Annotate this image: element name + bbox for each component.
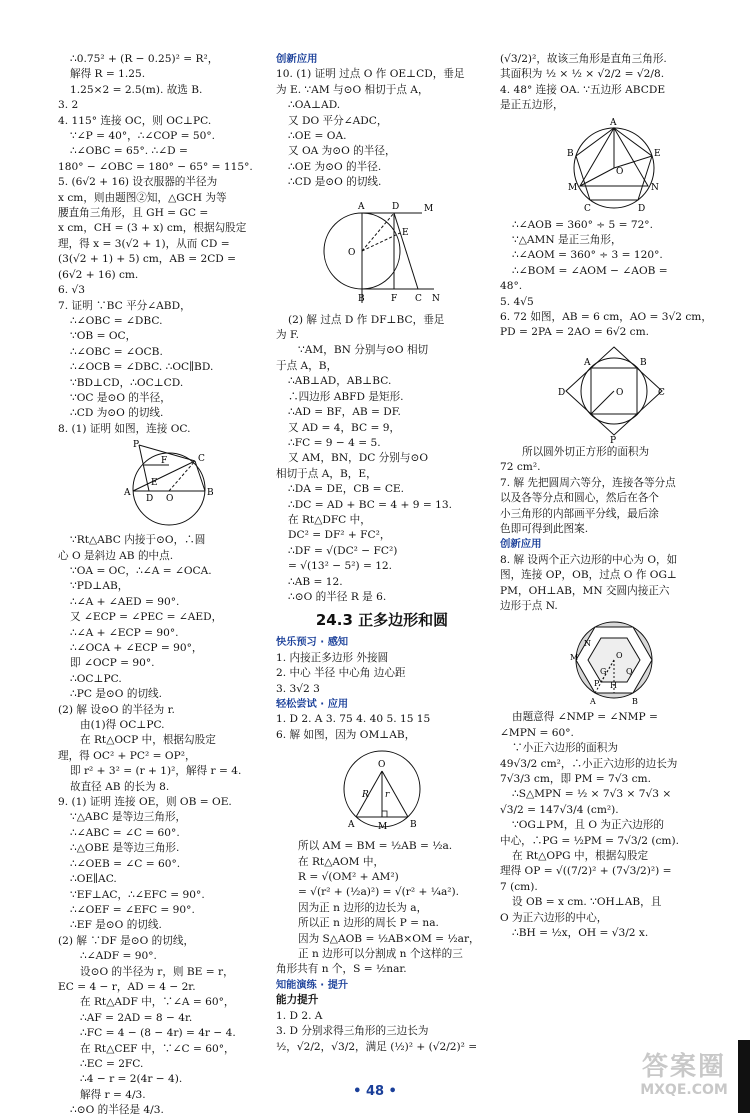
- text-line: ∵OA = OC，∴∠A = ∠OCA.: [70, 564, 212, 577]
- text-line: (6√2 + 16) cm.: [58, 268, 139, 281]
- text-line: (2) 解 设⊙O 的半径为 r.: [58, 703, 175, 716]
- text-line: 理得 OP = √((7/2)² + (7√3/2)²) =: [500, 865, 672, 878]
- text-line: ∵Rt△ABC 内接于⊙O，∴圆: [70, 534, 206, 547]
- text-line: ∴FC = 4 − (8 − 4r) = 4r − 4.: [80, 1027, 236, 1040]
- text-line: ∵△AMN 是正三角形，: [512, 234, 622, 247]
- label-c: C: [198, 454, 205, 465]
- text-line: 8. 解 设两个正六边形的中心为 O，如: [500, 553, 678, 566]
- text-line: 即 ∠OCP = 90°.: [70, 657, 155, 670]
- text-line: ∵OB = OC，: [70, 330, 137, 343]
- text-line: ∴AD = BF，AB = DF.: [288, 406, 401, 419]
- text-line: ∴∠BOM = ∠AOM − ∠AOB =: [512, 264, 668, 277]
- label-b: B: [567, 148, 574, 159]
- text-line: 4. 48° 连接 OA. ∵五边形 ABCDE: [500, 83, 666, 96]
- column-3: [500, 52, 728, 941]
- text-line: 心 O 是斜边 AB 的中点.: [58, 549, 174, 562]
- label-d: D: [392, 201, 400, 212]
- figure-8-circle-triangle: [109, 439, 219, 531]
- text-line: ∴⊙O 的半径 R 是 6.: [288, 590, 387, 603]
- label-b: B: [410, 820, 417, 831]
- text-line: EC = 4 − r，AD = 4 − 2r.: [58, 980, 196, 993]
- text-line: 又 OA 为⊙O 的半径，: [288, 145, 396, 158]
- label-a: A: [358, 201, 365, 212]
- text-line: ∴DF = √(DC² − FC²): [288, 544, 398, 557]
- label-m: M: [570, 653, 579, 663]
- text-line: ∠MPN = 60°.: [500, 726, 574, 739]
- text-line: ∴AF = 2AD = 8 − 4r.: [80, 1011, 193, 1024]
- text-line: 中心，∴PG = ½PM = 7√3/2 (cm).: [500, 834, 679, 847]
- label-g: G: [600, 667, 607, 677]
- text-line: 为 E. ∵AM 与⊙O 相切于点 A，: [276, 83, 429, 96]
- label-n: N: [432, 293, 440, 304]
- text-line: 49√3/2 cm²，∴小正六边形的边长为: [500, 757, 678, 770]
- subsection-ability: 能力提升: [276, 994, 319, 1007]
- text-line: 3. 3√2 3: [276, 682, 320, 695]
- text-line: 设⊙O 的半径为 r，则 BE = r，: [80, 965, 234, 978]
- section-innovation: 创新应用: [276, 53, 318, 65]
- page-number: • 48 •: [353, 1084, 397, 1099]
- text-line: 9. (1) 证明 连接 OE，则 OB = OE.: [58, 796, 232, 809]
- text-line: 图，连接 OP，OB，过点 O 作 OG⊥: [500, 569, 677, 582]
- label-c: C: [415, 293, 422, 304]
- text-line: 理，得 OC² + PC² = OP²，: [58, 749, 196, 762]
- text-line: ∵AM，BN 分别与⊙O 相切: [298, 344, 429, 357]
- text-line: ∴∠OEB = ∠C = 60°.: [70, 857, 181, 870]
- text-line: 在 Rt△ADF 中，∵∠A = 60°，: [80, 996, 235, 1009]
- text-line: ∴∠AOB = 360° ÷ 5 = 72°.: [512, 218, 653, 231]
- text-line: 理，得 x = 3(√2 + 1)，从而 CD =: [58, 237, 230, 250]
- text-line: √3/2 = 147√3/4 (cm²).: [500, 803, 619, 816]
- label-e: E: [402, 227, 409, 238]
- text-line: 7√3/3 cm，即 PM = 7√3 cm.: [500, 772, 651, 785]
- text-line: ∴OE 为⊙O 的半径.: [288, 160, 382, 173]
- text-line: ∴∠OCB = ∠DBC. ∴OC∥BD.: [70, 361, 214, 374]
- text-line: 由题意得 ∠NMP = ∠NMP =: [512, 711, 658, 724]
- text-line: 由(1)得 OC⊥PC.: [80, 719, 165, 732]
- text-line: ½，√2/2，√3/2，满足 (½)² + (√2/2)² =: [276, 1040, 478, 1053]
- text-line: 所以 AM = BM = ½AB = ½a.: [298, 840, 453, 853]
- text-line: 7 (cm).: [500, 880, 538, 893]
- text-line: ∵OC 是⊙O 的半径，: [70, 391, 171, 404]
- text-line: 于点 A，B，: [276, 359, 338, 372]
- section-quick-preview: 快乐预习 · 感知: [276, 637, 349, 649]
- text-line: PM，OH⊥AB，MN 交圆内接正六: [500, 584, 670, 597]
- text-line: ∴PC 是⊙O 的切线.: [70, 688, 163, 701]
- label-m: M: [378, 822, 388, 833]
- label-a: A: [124, 488, 131, 499]
- text-line: ∴OE∥AC.: [70, 873, 117, 886]
- chapter-title: 24.3 正多边形和圆: [315, 611, 449, 630]
- text-line: 180° − ∠OBC = 180° − 65° = 115°.: [58, 160, 253, 173]
- watermark-bottom: MXQE.COM: [640, 1082, 728, 1098]
- figure-4-pentagon: [554, 116, 674, 216]
- section-innovation-2: 创新应用: [500, 538, 542, 551]
- watermark: [628, 1052, 740, 1108]
- text-line: (2) 解 过点 D 作 DF⊥BC，垂足: [288, 313, 445, 326]
- text-line: ∴∠ADF = 90°.: [80, 950, 157, 963]
- text-line: 即 r² + 3² = (r + 1)²，解得 r = 4.: [70, 765, 242, 778]
- text-line: 又 DO 平分∠ADC，: [288, 114, 388, 127]
- label-b: B: [640, 357, 647, 368]
- text-line: 8. (1) 证明 如图，连接 OC.: [58, 422, 191, 435]
- text-line: = √(13² − 5²) = 12.: [288, 560, 393, 573]
- text-line: ∵EF⊥AC，∴∠EFC = 90°.: [70, 888, 205, 901]
- text-line: x cm，则由题图②知，△GCH 为等: [58, 191, 227, 204]
- text-line: ∴FC = 9 − 4 = 5.: [288, 436, 381, 449]
- text-line: 设 OB = x cm. ∵OH⊥AB，且: [512, 896, 662, 909]
- label-c: C: [584, 203, 591, 214]
- text-line: ∴S△MPN = ½ × 7√3 × 7√3 ×: [512, 788, 672, 801]
- label-m: M: [424, 203, 434, 214]
- label-o: O: [166, 494, 174, 505]
- label-b: B: [358, 293, 365, 304]
- text-line: (√3/2)²，故该三角形是直角三角形.: [500, 53, 667, 65]
- section-easy-try: 轻松尝试 · 应用: [276, 699, 349, 710]
- text-line: ∴⊙O 的半径是 4/3.: [70, 1104, 164, 1117]
- text-line: 7. 证明 ∵BC 平分∠ABD，: [58, 299, 191, 312]
- text-line: ∴∠OCA + ∠ECP = 90°，: [70, 642, 203, 654]
- text-line: 因为正 n 边形的边长为 a，: [298, 901, 428, 914]
- text-line: ∴△OBE 是等边三角形.: [70, 842, 180, 855]
- figure-6-regular-polygon: [332, 745, 432, 837]
- label-h: H: [610, 681, 617, 691]
- text-line: ∴EC = 2FC.: [80, 1057, 144, 1070]
- text-line: 1. D 2. A 3. 75 4. 40 5. 15 15: [276, 713, 431, 726]
- text-line: 相切于点 A，B，E，: [276, 467, 377, 480]
- column-1: [58, 52, 270, 1119]
- text-line: ∵△ABC 是等边三角形，: [70, 811, 187, 824]
- text-line: 3. 2: [58, 99, 79, 112]
- text-line: 因为 S△AOB = ½AB×OM = ½ar，: [298, 932, 480, 945]
- text-line: 在 Rt△OCP 中，根据勾股定: [80, 734, 216, 747]
- label-p: P: [133, 440, 140, 451]
- text-line: ∴∠A + ∠ECP = 90°.: [70, 626, 179, 639]
- label-b: B: [207, 488, 214, 499]
- text-line: DC² = DF² + FC²，: [288, 529, 391, 542]
- text-line: ∴OC⊥PC.: [70, 672, 122, 685]
- label-o: O: [616, 651, 623, 661]
- text-line: 正 n 边形可以分割成 n 个这样的三: [298, 948, 463, 961]
- label-f: F: [391, 293, 398, 304]
- text-line: 48°.: [500, 280, 523, 293]
- text-line: (2) 解 ∵DF 是⊙O 的切线，: [58, 934, 195, 947]
- label-a: A: [584, 357, 591, 368]
- label-d: D: [558, 387, 566, 398]
- text-line: 4. 115° 连接 OC，则 OC⊥PC.: [58, 114, 212, 127]
- text-line: 1. D 2. A: [276, 1009, 323, 1022]
- text-line: 小三角形的内部画平分线，最后涂: [500, 507, 659, 520]
- text-line: (3(√2 + 1) + 5) cm，AB = 2CD =: [58, 253, 237, 266]
- text-line: PD = 2PA = 2AO = 6√2 cm.: [500, 326, 650, 339]
- text-line: 10. (1) 证明 过点 O 作 OE⊥CD，垂足: [276, 68, 465, 81]
- text-line: x cm，CH = (3 + x) cm，根据勾股定: [58, 222, 247, 235]
- text-line: ∴∠OBC = ∠DBC.: [70, 314, 163, 327]
- text-line: 所以正 n 边形的周长 P = na.: [298, 917, 439, 930]
- text-line: ∴AB⊥AD，AB⊥BC.: [288, 375, 392, 388]
- text-line: 在 Rt△OPG 中，根据勾股定: [512, 850, 649, 862]
- text-line: 又 ∠ECP = ∠PEC = ∠AED，: [70, 611, 223, 624]
- text-line: ∵BD⊥CD，∴OC⊥CD.: [70, 376, 184, 389]
- label-a: A: [348, 820, 355, 831]
- text-line: 2. 中心 半径 中心角 边心距: [276, 667, 406, 680]
- label-o: O: [616, 166, 624, 177]
- label-p: P: [610, 435, 617, 443]
- text-line: R = √(OM² + AM²): [298, 871, 399, 884]
- figure-10-tangent-circle: [322, 193, 442, 311]
- label-a: A: [590, 697, 596, 707]
- text-line: ∵OG⊥PM，且 O 为正六边形的: [512, 819, 664, 832]
- text-line: 6. 解 如图，因为 OM⊥AB，: [276, 728, 416, 741]
- text-line: 又 AD = 4，BC = 9，: [288, 421, 401, 434]
- text-line: 以及各等分点和圆心，然后在各个: [500, 492, 659, 505]
- text-line: ∴CD 为⊙O 的切线.: [70, 407, 164, 420]
- text-line: ∵PD⊥AB，: [70, 580, 129, 593]
- label-o: O: [616, 387, 624, 398]
- label-e: E: [151, 478, 158, 489]
- label-d: D: [146, 494, 154, 505]
- label-b: B: [632, 697, 638, 707]
- label-d: D: [638, 203, 646, 214]
- label-e: E: [654, 148, 661, 159]
- text-line: ∴0.75² + (R − 0.25)² = R²，: [70, 53, 219, 65]
- text-line: 为 F.: [276, 329, 300, 342]
- text-line: ∴DA = DE，CB = CE.: [288, 483, 405, 496]
- figure-6-square-circle: [554, 343, 674, 443]
- column-2: [276, 52, 488, 1055]
- text-line: ∴AB = 12.: [288, 575, 343, 588]
- text-line: ∴∠OEF = ∠EFC = 90°.: [70, 903, 195, 916]
- text-line: 在 Rt△DFC 中，: [288, 513, 371, 526]
- text-line: ∴DC = AD + BC = 4 + 9 = 13.: [288, 498, 452, 511]
- text-line: 在 Rt△CEF 中，∵∠C = 60°，: [80, 1042, 235, 1055]
- text-line: 故直径 AB 的长为 8.: [70, 780, 170, 793]
- text-line: ∴BH = ½x，OH = √3/2 x.: [512, 927, 649, 940]
- text-line: 72 cm².: [500, 461, 541, 474]
- text-line: ∵小正六边形的面积为: [512, 742, 618, 755]
- text-line: ∴OE = OA.: [288, 130, 347, 143]
- figure-8-hexagons: [564, 616, 664, 708]
- text-line: O 为正六边形的中心，: [500, 911, 608, 924]
- label-f: F: [161, 456, 168, 467]
- text-line: ∴4 − r = 2(4r − 4).: [80, 1073, 183, 1086]
- label-r-small: r: [385, 790, 390, 801]
- text-line: ∴∠OBC = ∠OCB.: [70, 345, 163, 358]
- text-line: 3. D 分别求得三角形的三边长为: [276, 1025, 429, 1038]
- section-skill-practice: 知能演练 · 提升: [276, 979, 349, 991]
- text-line: 6. 72 如图，AB = 6 cm，AO = 3√2 cm，: [500, 311, 712, 324]
- text-line: 所以圆外切正方形的面积为: [522, 445, 650, 458]
- text-line: 腰直角三角形，且 GH = GC =: [58, 207, 209, 220]
- text-line: 5. 4√5: [500, 295, 534, 308]
- label-c: C: [658, 387, 665, 398]
- label-o: O: [348, 247, 356, 258]
- text-line: ∴∠OBC = 65°. ∴∠D =: [70, 145, 188, 158]
- text-line: = √(r² + (½a)²) = √(r² + ¼a²).: [298, 886, 460, 899]
- label-m: M: [568, 182, 578, 193]
- text-line: 1.25×2 = 2.5(m). 故选 B.: [70, 83, 203, 96]
- label-n: N: [651, 182, 659, 193]
- text-line: ∴∠AOM = 360° ÷ 3 = 120°.: [512, 249, 663, 262]
- text-line: ∵∠P = 40°，∴∠COP = 50°.: [70, 130, 216, 143]
- label-r-big: R: [362, 790, 369, 801]
- text-line: ∴四边形 ABFD 是矩形.: [288, 390, 404, 403]
- text-line: 是正五边形，: [500, 99, 564, 112]
- text-line: 5. (6√2 + 16) 设衣服器的半径为: [58, 176, 218, 189]
- text-line: 边形于点 N.: [500, 599, 558, 612]
- text-line: 1. 内接正多边形 外接圆: [276, 651, 389, 664]
- text-line: ∴∠ABC = ∠C = 60°.: [70, 826, 180, 839]
- label-q: Q: [626, 667, 633, 677]
- text-line: 又 AM，BN，DC 分别与⊙O: [288, 452, 429, 465]
- text-line: 解得 r = 4/3.: [80, 1088, 146, 1101]
- text-line: 解得 R = 1.25.: [70, 68, 146, 81]
- text-line: ∴EF 是⊙O 的切线.: [70, 919, 162, 932]
- text-line: 7. 解 先把圆周六等分，连接各等分点: [500, 476, 676, 489]
- text-line: ∴CD 是⊙O 的切线.: [288, 176, 382, 189]
- label-n: N: [584, 639, 591, 649]
- text-line: 其面积为 ½ × ½ × √2/2 = √2/8.: [500, 68, 665, 81]
- label-a: A: [610, 117, 617, 128]
- text-line: 色即可得到此图案.: [500, 522, 589, 535]
- text-line: 在 Rt△AOM 中，: [298, 855, 385, 868]
- text-line: ∴∠A + ∠AED = 90°.: [70, 595, 180, 608]
- watermark-top: 答案圈: [641, 1052, 726, 1082]
- text-line: 角形共有 n 个，S = ½nar.: [276, 963, 407, 976]
- text-line: ∴OA⊥AD.: [288, 99, 341, 112]
- text-line: 6. √3: [58, 284, 85, 297]
- label-o: O: [378, 760, 386, 771]
- label-p: P: [594, 679, 600, 689]
